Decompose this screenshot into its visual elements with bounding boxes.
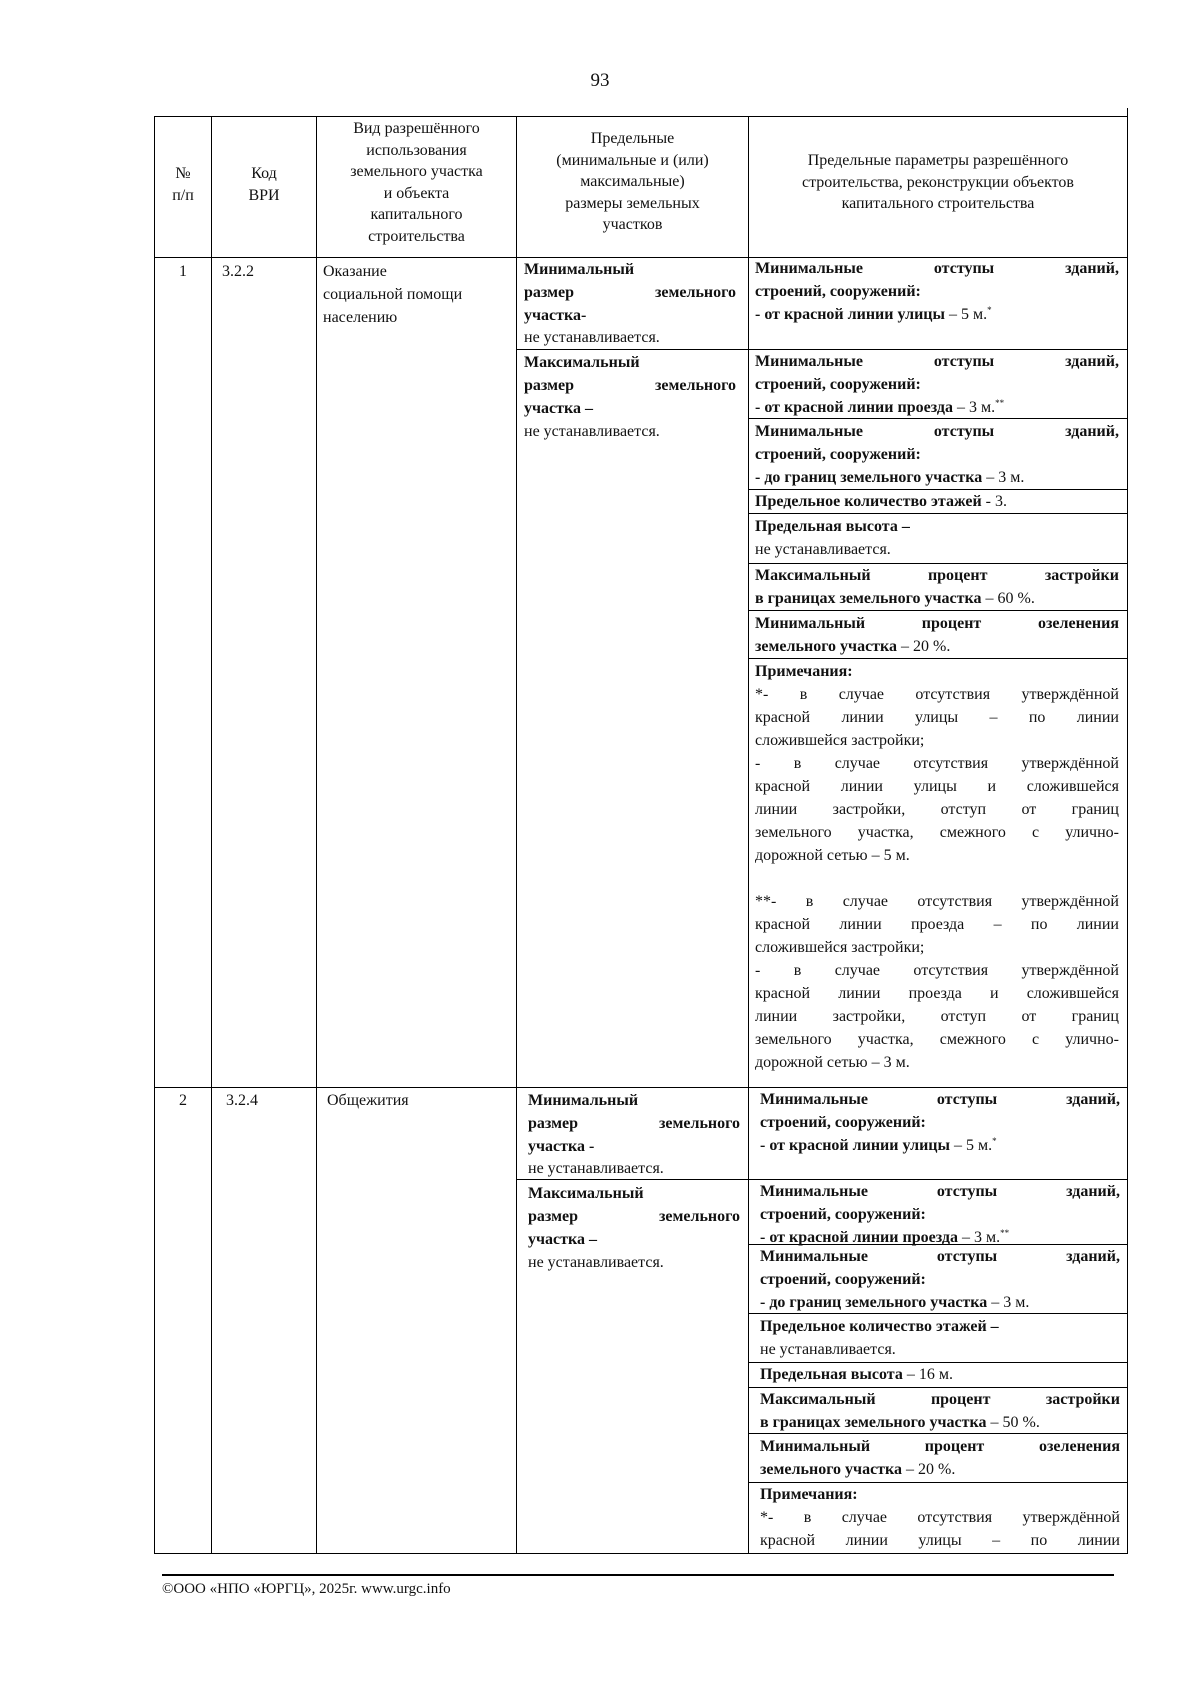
header-plot-size: Предельные (минимальные и (или) максимальные) размеры земельных участков — [556, 130, 709, 233]
row-use-type: Оказание социальной помощи населению — [323, 263, 463, 326]
row-code: 3.2.4 — [226, 1092, 258, 1109]
header-use-type: Вид разрешённого использования земельного участка и объекта капитального строительства — [350, 120, 483, 245]
row-number: 2 — [179, 1092, 187, 1109]
header-code: Код ВРИ — [248, 165, 280, 204]
header-parameters: Предельные параметры разрешённого строительства, реконструкции объектов капитального строительства — [802, 152, 1074, 212]
page-number: 93 — [590, 70, 610, 91]
floors-limit: Предельное количество этажей - 3. — [755, 493, 1007, 510]
footer-copyright: ©ООО «НПО «ЮРГЦ», 2025г. www.urgc.info — [162, 1581, 451, 1597]
height-limit: Предельная высота – 16 м. — [760, 1366, 953, 1383]
row-number: 1 — [179, 263, 187, 280]
row-use-type: Общежития — [327, 1092, 409, 1109]
row-code: 3.2.2 — [222, 263, 254, 280]
footer-divider — [162, 1574, 1114, 1576]
header-number: № п/п — [172, 165, 194, 204]
